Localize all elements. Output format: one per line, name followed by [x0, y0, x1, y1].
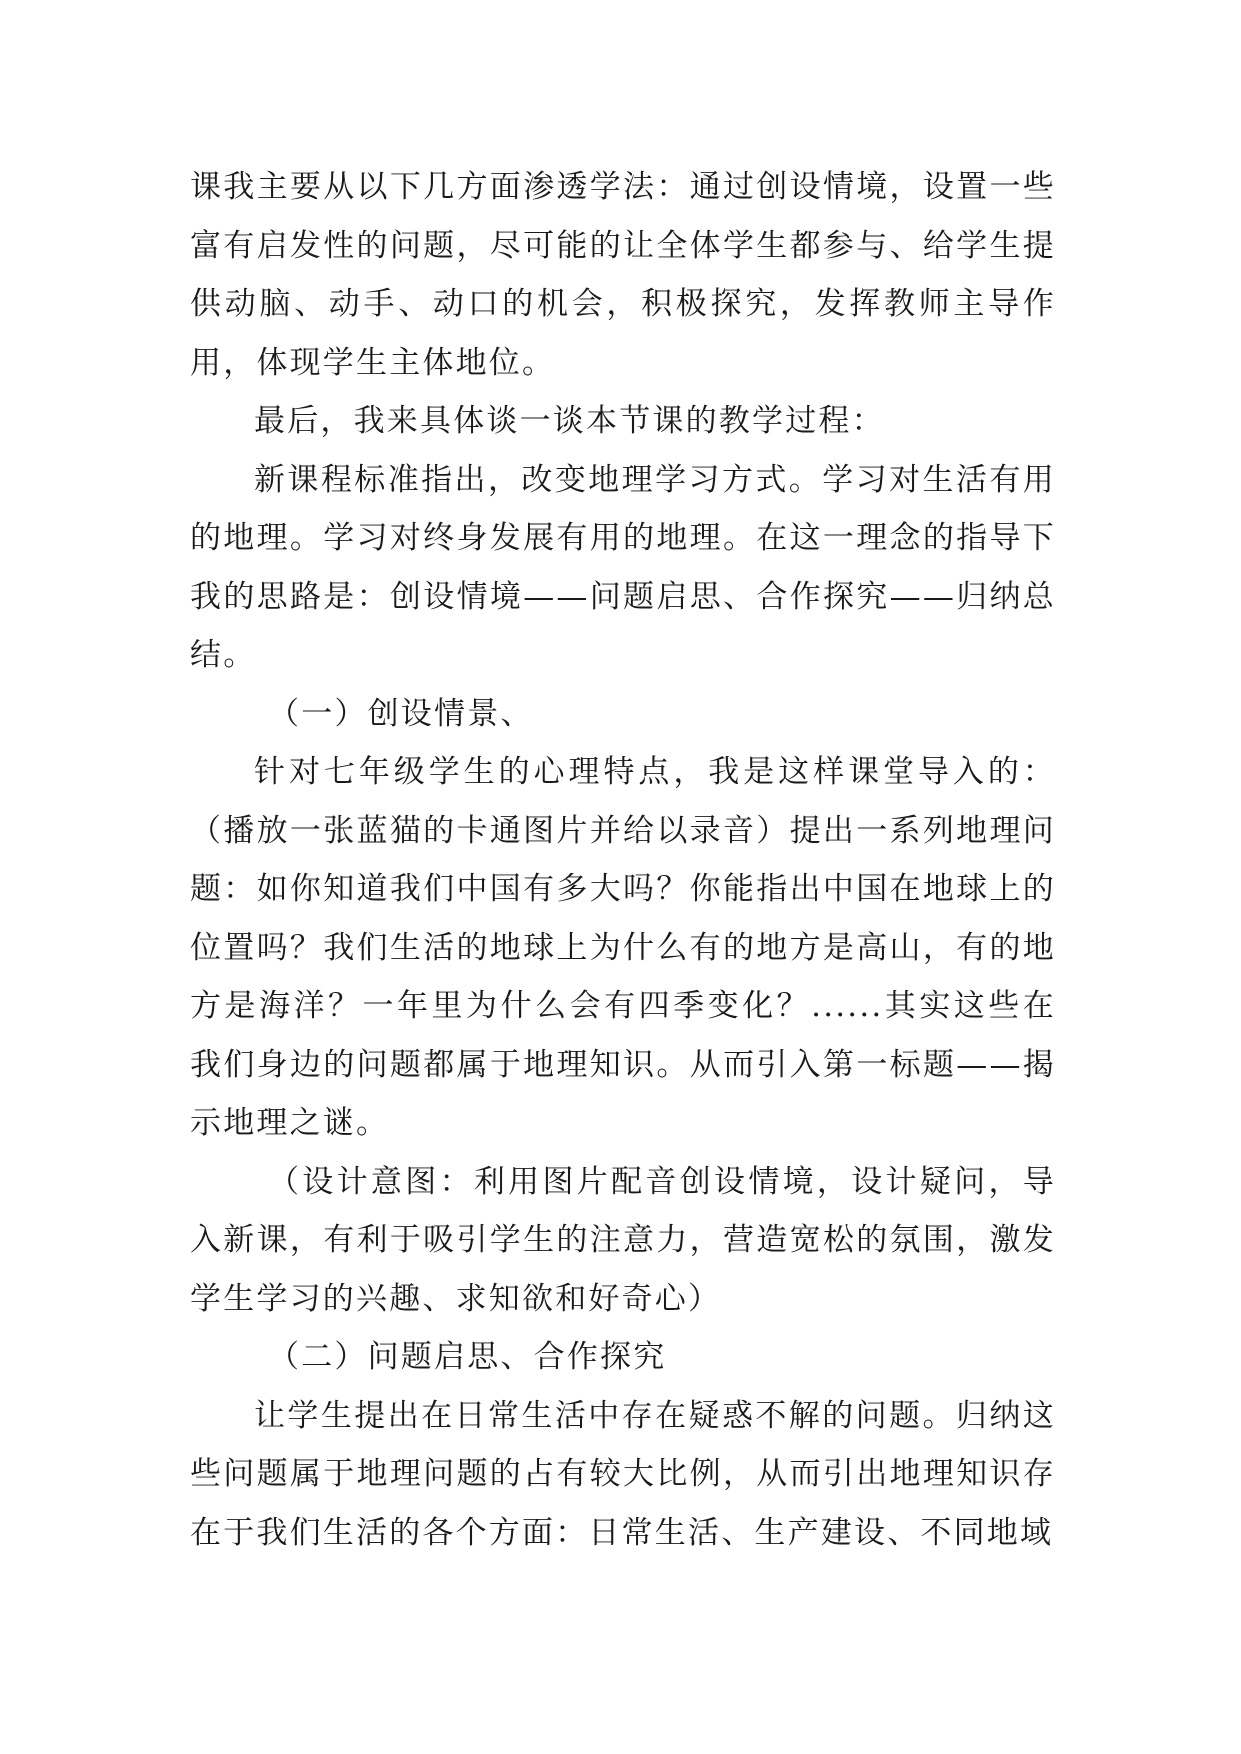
- paragraph-student-questions: 让学生提出在日常生活中存在疑惑不解的问题。归纳这些问题属于地理问题的占有较大比例，从而引出地理知识存在于我们生活的各个方面：日常生活、生产建设、不同地域: [190, 1397, 1056, 1551]
- paragraph-teaching-process-intro: 最后，我来具体谈一谈本节课的教学过程：: [254, 403, 885, 439]
- document-body: [190, 158, 1056, 1562]
- paragraph-design-intent: （设计意图：利用图片配音创设情境，设计疑问，导入新课，有利于吸引学生的注意力，营造宽松的氛围，激发学生学习的兴趣、求知欲和好奇心）: [190, 1163, 1056, 1317]
- paragraph-curriculum-standard: 新课程标准指出，改变地理学习方式。学习对生活有用的地理。学习对终身发展有用的地理。在这一理念的指导下我的思路是：创设情境——问题启思、合作探究——归纳总结。: [190, 461, 1056, 673]
- paragraph-learning-methods: 课我主要从以下几方面渗透学法：通过创设情境，设置一些富有启发性的问题，尽可能的让全体学生都参与、给学生提供动脑、动手、动口的机会，积极探究，发挥教师主导作用，体现学生主体地位。: [190, 169, 1056, 381]
- section-heading-inquiry: （二）问题启思、合作探究: [268, 1339, 667, 1375]
- paragraph-lesson-introduction: 针对七年级学生的心理特点，我是这样课堂导入的：（播放一张蓝猫的卡通图片并给以录音）提出一系列地理问题：如你知道我们中国有多大吗？你能指出中国在地球上的位置吗？我们生活的地球上为什么有的地方是高山，有的地方是海洋？一年里为什么会有四季变化？......其实这些在我们身边的问题都属于地理知识。从而引入第一标题——揭示地理之谜。: [190, 754, 1056, 1141]
- section-heading-create-situation: （一）创设情景、: [268, 695, 534, 732]
